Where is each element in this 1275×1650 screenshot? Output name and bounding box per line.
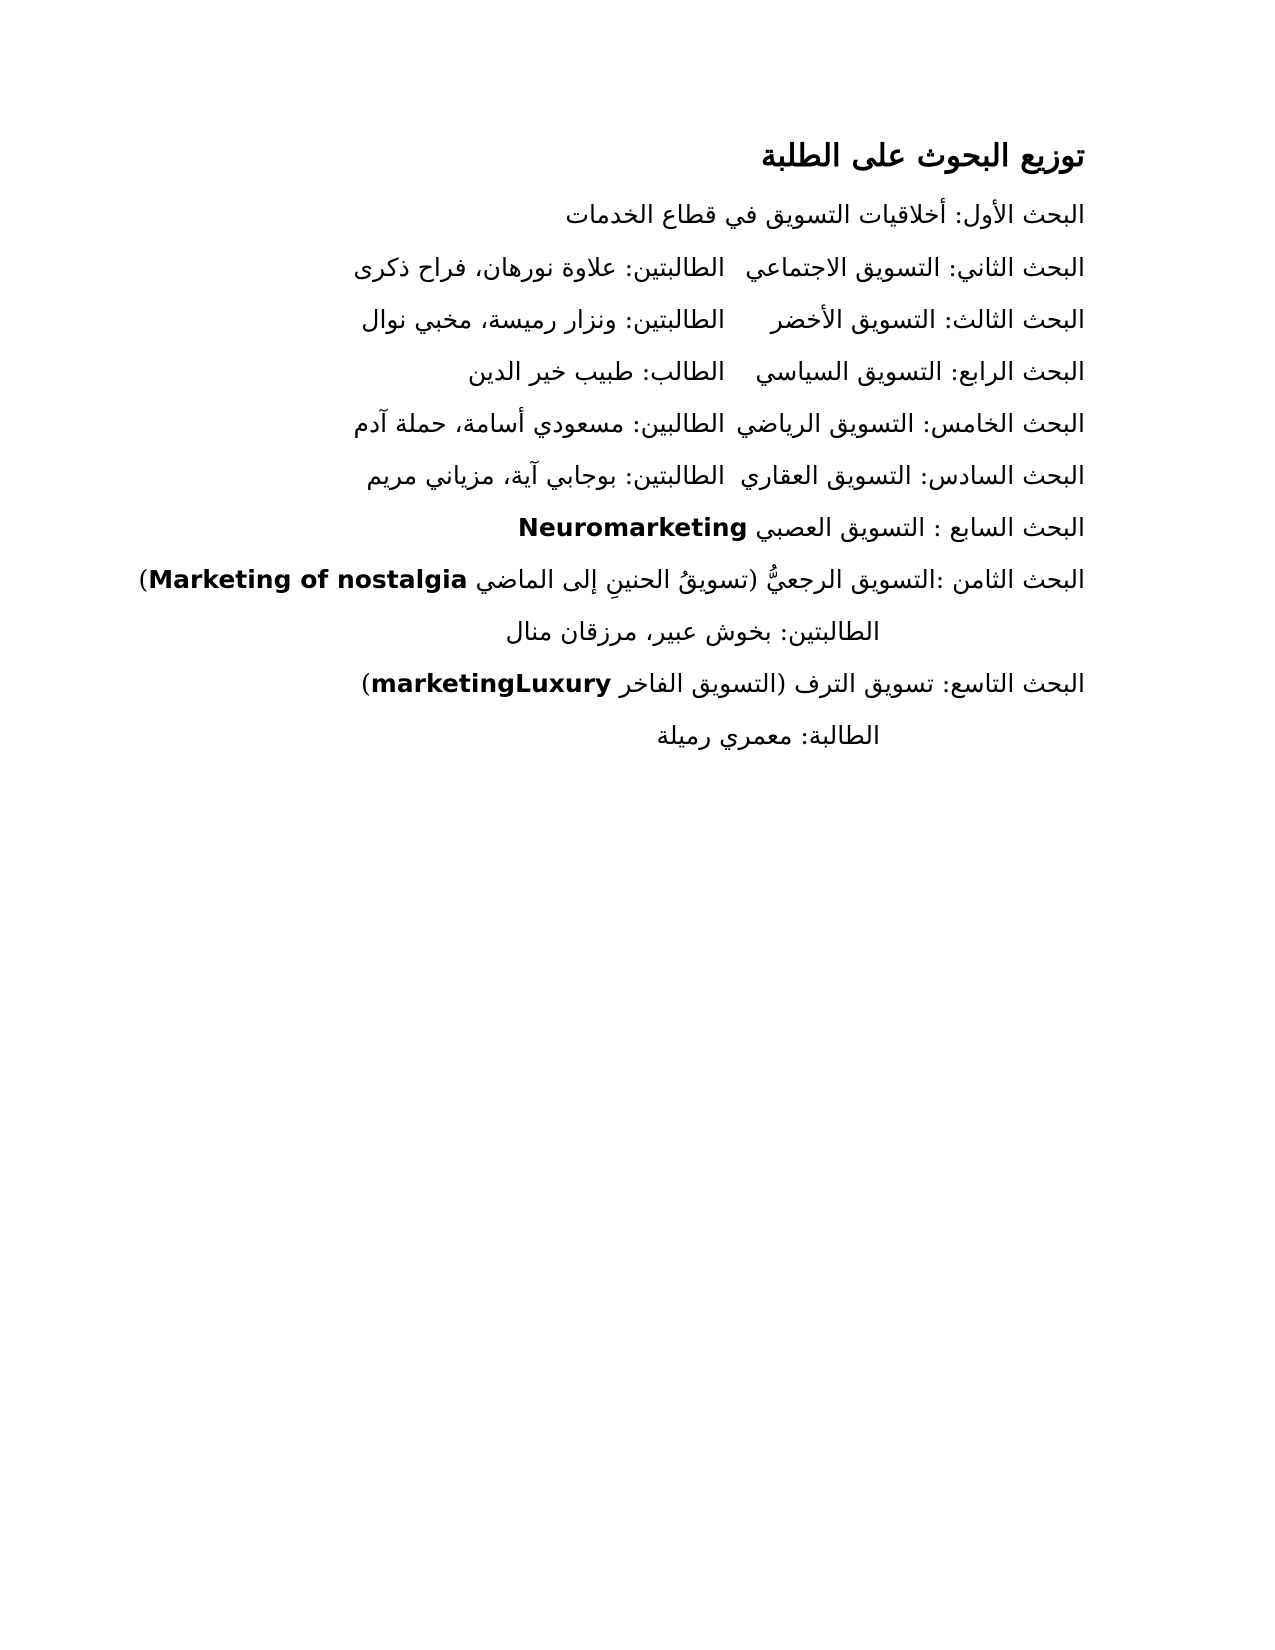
research-7-topic-en: Neuromarketing bbox=[517, 513, 748, 542]
research-1 bbox=[565, 195, 1085, 235]
research-5-students: الطالبين: مسعودي أسامة، حملة آدم bbox=[353, 409, 725, 438]
research-2-topic: البحث الثاني: التسويق الاجتماعي bbox=[745, 253, 1085, 282]
research-6-students: الطالبتين: بوجابي آية، مزياني مريم bbox=[366, 461, 725, 490]
research-5 bbox=[353, 404, 1085, 444]
research-9-topic-close: ) bbox=[360, 669, 371, 698]
research-2-students: الطالبتين: علاوة نورهان، فراح ذكرى bbox=[353, 253, 725, 282]
research-9 bbox=[361, 664, 1085, 704]
research-8-topic-ar: البحث الثامن :التسويق الرجعيُّ (تسويقُ الحنينِ إلى الماضي bbox=[475, 565, 1085, 594]
research-4-students: الطالب: طبيب خير الدين bbox=[467, 357, 725, 386]
page-title: توزيع البحوث على الطلبة bbox=[760, 138, 1085, 174]
research-9-topic-en: marketingLuxury bbox=[370, 669, 612, 698]
research-9-topic-ar: البحث التاسع: تسويق الترف (التسويق الفاخر bbox=[619, 669, 1085, 698]
research-3-students: الطالبتين: ونزار رميسة، مخبي نوال bbox=[361, 305, 725, 334]
research-9-students-line bbox=[656, 716, 880, 756]
research-4-topic: البحث الرابع: التسويق السياسي bbox=[755, 357, 1085, 386]
research-7 bbox=[518, 508, 1085, 548]
research-7-topic-ar: البحث السابع : التسويق العصبي bbox=[755, 513, 1085, 542]
research-5-topic: البحث الخامس: التسويق الرياضي bbox=[736, 409, 1085, 438]
research-8-students-line bbox=[506, 612, 880, 652]
research-3 bbox=[361, 300, 1085, 340]
research-4 bbox=[468, 352, 1085, 392]
research-3-topic: البحث الثالث: التسويق الأخضر bbox=[770, 305, 1085, 334]
research-8-topic-en: Marketing of nostalgia bbox=[148, 565, 468, 594]
research-8-students: الطالبتين: بخوش عبير، مرزقان منال bbox=[505, 617, 880, 646]
research-6 bbox=[366, 456, 1085, 496]
research-1-topic: البحث الأول: أخلاقيات التسويق في قطاع الخدمات bbox=[565, 200, 1085, 229]
research-8-topic-close: ) bbox=[138, 565, 149, 594]
research-2 bbox=[353, 248, 1085, 288]
research-9-students: الطالبة: معمري رميلة bbox=[656, 721, 880, 750]
research-6-topic: البحث السادس: التسويق العقاري bbox=[740, 461, 1085, 490]
research-8 bbox=[139, 560, 1085, 600]
